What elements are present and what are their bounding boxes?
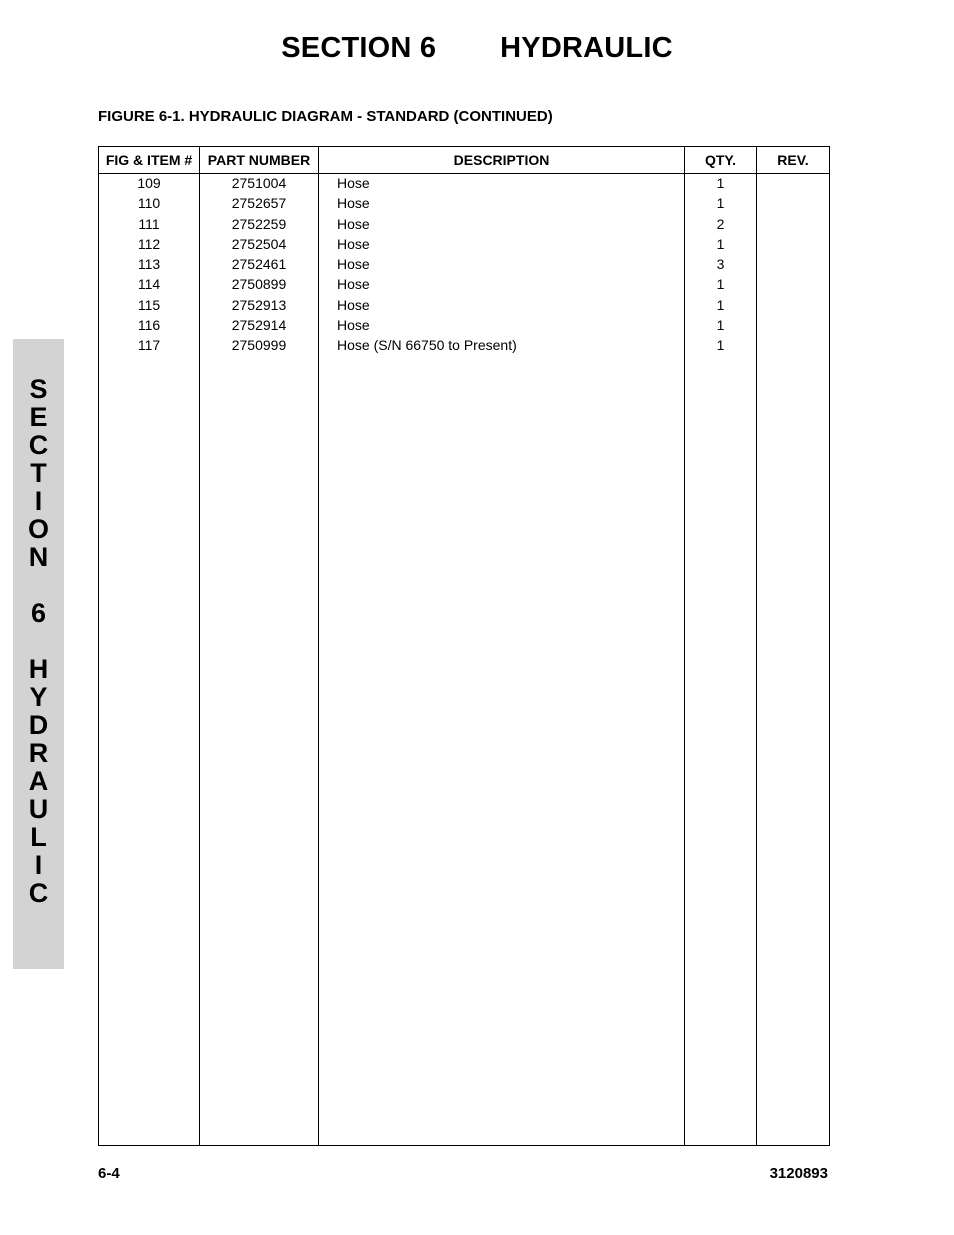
section-side-tab	[13, 339, 64, 969]
table-body	[99, 175, 829, 357]
cell-qty: 1	[716, 195, 725, 212]
cell-description: Hose (S/N 66750 to Present)	[337, 337, 517, 353]
cell-part-number: 2751004	[231, 175, 287, 191]
side-tab-letter: T	[30, 458, 47, 488]
cell-description: Hose	[337, 235, 370, 252]
section-name: HYDRAULIC	[500, 32, 673, 64]
table-row	[99, 276, 829, 296]
side-tab-letter: O	[27, 514, 49, 544]
side-tab-letter: D	[28, 710, 49, 740]
cell-description: Hose	[337, 256, 370, 272]
column-header-rev: REV.	[777, 152, 809, 168]
cell-item: 110	[137, 195, 161, 212]
side-tab-letter: C	[28, 878, 49, 908]
side-tab-letter: H	[28, 654, 49, 684]
side-tab-letter: I	[34, 850, 43, 880]
cell-part-number: 2750999	[231, 337, 287, 353]
side-tab-letter: C	[28, 430, 49, 460]
cell-description: Hose	[337, 195, 370, 212]
parts-table	[98, 146, 830, 1146]
figure-title: FIGURE 6-1. HYDRAULIC DIAGRAM - STANDARD (CONTINUED)	[98, 108, 553, 125]
table-row	[99, 337, 829, 357]
cell-qty: 1	[716, 175, 725, 191]
cell-description: Hose	[337, 316, 370, 333]
column-header-description: DESCRIPTION	[453, 152, 550, 168]
section-label: SECTION 6	[281, 32, 437, 64]
cell-part-number: 2752913	[231, 296, 287, 313]
table-row	[99, 216, 829, 236]
side-tab-letter: E	[29, 402, 48, 432]
cell-description: Hose	[337, 276, 370, 293]
cell-item: 116	[137, 316, 161, 333]
cell-part-number: 2750899	[231, 276, 287, 293]
cell-item: 109	[137, 175, 161, 191]
side-tab-letter: 6	[30, 598, 47, 628]
table-row	[99, 256, 829, 276]
cell-qty: 1	[716, 296, 725, 313]
cell-part-number: 2752461	[231, 256, 287, 272]
column-header-item: FIG & ITEM #	[105, 152, 193, 168]
page-number: 6-4	[98, 1165, 120, 1182]
cell-qty: 2	[716, 215, 725, 232]
side-tab-letter: A	[28, 766, 49, 796]
cell-description: Hose	[337, 215, 370, 232]
cell-description: Hose	[337, 296, 370, 313]
cell-description: Hose	[337, 175, 370, 191]
side-tab-letters	[13, 375, 64, 907]
side-tab-letter: N	[28, 542, 49, 572]
document-number: 3120893	[769, 1165, 828, 1182]
cell-qty: 1	[716, 276, 725, 293]
cell-part-number: 2752914	[231, 316, 287, 333]
cell-item: 111	[138, 215, 160, 232]
side-tab-letter: Y	[29, 682, 48, 712]
cell-part-number: 2752657	[231, 195, 287, 212]
column-header-qty: QTY.	[704, 152, 737, 168]
side-tab-letter: U	[28, 794, 49, 824]
table-row	[99, 195, 829, 215]
cell-qty: 1	[716, 235, 725, 252]
table-row	[99, 297, 829, 317]
table-row	[99, 236, 829, 256]
cell-item: 115	[137, 296, 161, 313]
page-title	[0, 32, 954, 65]
cell-part-number: 2752504	[231, 235, 287, 252]
header-divider	[99, 173, 829, 174]
side-tab-letter: L	[30, 822, 47, 852]
cell-qty: 1	[716, 337, 725, 353]
side-tab-letter: I	[34, 486, 43, 516]
cell-item: 117	[137, 337, 161, 353]
cell-item: 112	[137, 235, 161, 252]
table-row	[99, 317, 829, 337]
cell-part-number: 2752259	[231, 215, 287, 232]
cell-qty: 1	[716, 316, 725, 333]
side-tab-letter: R	[28, 738, 49, 768]
table-row	[99, 175, 829, 195]
side-tab-letter: S	[29, 374, 48, 404]
cell-qty: 3	[716, 256, 725, 272]
column-header-part-number: PART NUMBER	[207, 152, 311, 168]
cell-item: 114	[137, 276, 161, 293]
cell-item: 113	[137, 256, 161, 272]
